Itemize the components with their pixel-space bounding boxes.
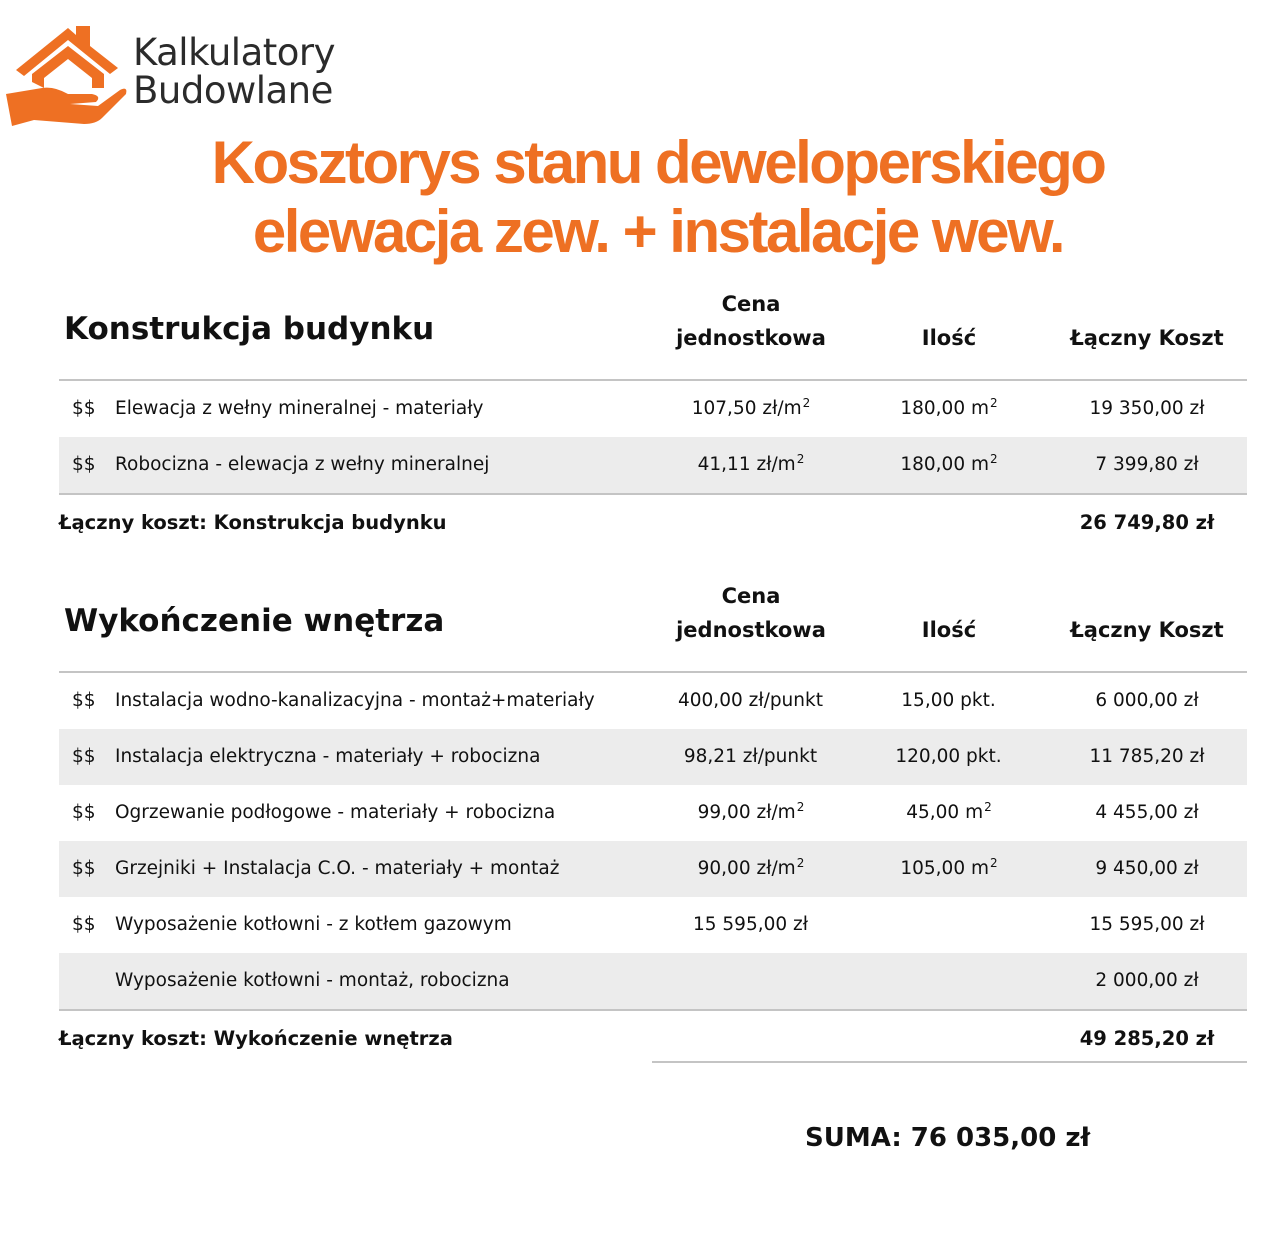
table-row <box>59 841 1247 897</box>
section-wykonczenie <box>59 579 1247 1067</box>
row-price: 90,00 $zł/m^2$ <box>697 856 805 879</box>
page-title <box>0 128 1280 266</box>
row-name: Ogrzewanie podłogowe - materiały + robocizna <box>115 802 556 823</box>
row-mark: $$ <box>72 802 96 823</box>
row-total: 7 399,80 zł <box>1095 454 1199 475</box>
row-mark: $$ <box>72 858 96 879</box>
row-qty: 105,00 $m^2$ <box>900 856 998 879</box>
row-total: 15 595,00 zł <box>1089 914 1205 935</box>
row-price: 107,50 $zł/m^2$ <box>691 396 811 419</box>
section-summary <box>59 1011 1247 1067</box>
page-title-line2: elewacja zew. + instalacje wew. <box>252 198 1064 265</box>
section-title: Wykończenie wnętrza <box>64 603 445 639</box>
row-total: 19 350,00 zł <box>1089 398 1205 419</box>
row-name: Instalacja elektryczna - materiały + robocizna <box>115 746 541 767</box>
row-price <box>651 953 851 1009</box>
row-qty: 180,00 $m^2$ <box>900 452 998 475</box>
row-name: Grzejniki + Instalacja C.O. - materiały + montaż <box>115 858 560 879</box>
logo <box>6 22 366 132</box>
row-mark: $$ <box>72 690 96 711</box>
section-header <box>59 287 1247 379</box>
table-row <box>59 729 1247 785</box>
col-header-total: Łączny Koszt <box>1070 618 1224 642</box>
row-qty: 45,00 $m^2$ <box>906 800 992 823</box>
table-row <box>59 785 1247 841</box>
row-qty <box>849 897 1049 953</box>
section-konstrukcja <box>59 287 1247 551</box>
row-mark: $$ <box>72 398 96 419</box>
row-total: 11 785,20 zł <box>1089 746 1205 767</box>
section-header <box>59 579 1247 671</box>
col-header-price-line1: Cena <box>721 584 781 608</box>
col-header-price <box>651 579 851 647</box>
col-header-qty: Ilość <box>921 618 977 642</box>
row-name: Wyposażenie kotłowni - z kotłem gazowym <box>115 914 512 935</box>
col-header-qty: Ilość <box>921 326 977 350</box>
row-total: 9 450,00 zł <box>1095 858 1199 879</box>
table-row <box>59 897 1247 953</box>
grand-total: SUMA: 76 035,00 zł <box>805 1123 1091 1153</box>
row-name: Elewacja z wełny mineralnej - materiały <box>115 398 484 419</box>
row-price: 41,11 $zł/m^2$ <box>697 452 805 475</box>
row-total: 2 000,00 zł <box>1095 970 1199 991</box>
row-total: 4 455,00 zł <box>1095 802 1199 823</box>
row-price: 99,00 $zł/m^2$ <box>697 800 805 823</box>
table-row <box>59 673 1247 729</box>
col-header-price-line2: jednostkowa <box>676 618 826 642</box>
table-row <box>59 953 1247 1009</box>
row-price: 15 595,00 zł <box>692 914 808 935</box>
col-header-total: Łączny Koszt <box>1070 326 1224 350</box>
summary-label: Łączny koszt: Wykończenie wnętrza <box>59 1027 453 1050</box>
house-hand-icon <box>6 22 131 130</box>
brand-line1: Kalkulatory <box>133 31 336 74</box>
row-mark: $$ <box>72 746 96 767</box>
summary-value: 49 285,20 zł <box>1079 1027 1215 1050</box>
row-price: 98,21 zł/punkt <box>683 746 818 767</box>
row-qty: 15,00 pkt. <box>901 690 996 711</box>
summary-label: Łączny koszt: Konstrukcja budynku <box>59 511 447 534</box>
divider <box>652 1061 1247 1063</box>
section-summary <box>59 495 1247 551</box>
row-mark: $$ <box>72 454 96 475</box>
row-qty: 180,00 $m^2$ <box>900 396 998 419</box>
row-price: 400,00 zł/punkt <box>678 690 823 711</box>
row-name: Wyposażenie kotłowni - montaż, robocizna <box>115 970 510 991</box>
table-row <box>59 381 1247 437</box>
col-header-price-line2: jednostkowa <box>676 326 826 350</box>
row-name: Instalacja wodno-kanalizacyjna - montaż+materiały <box>115 690 595 711</box>
summary-value: 26 749,80 zł <box>1079 511 1215 534</box>
section-title: Konstrukcja budynku <box>64 311 435 347</box>
brand-line2: Budowlane <box>133 69 333 112</box>
col-header-price-line1: Cena <box>721 292 781 316</box>
table-row <box>59 437 1247 493</box>
row-name: Robocizna - elewacja z wełny mineralnej <box>115 454 490 475</box>
col-header-price <box>651 287 851 355</box>
row-mark: $$ <box>72 914 96 935</box>
page-title-line1: Kosztorys stanu deweloperskiego <box>211 129 1105 196</box>
row-qty <box>849 953 1049 1009</box>
row-qty: 120,00 pkt. <box>895 746 1002 767</box>
row-total: 6 000,00 zł <box>1095 690 1199 711</box>
